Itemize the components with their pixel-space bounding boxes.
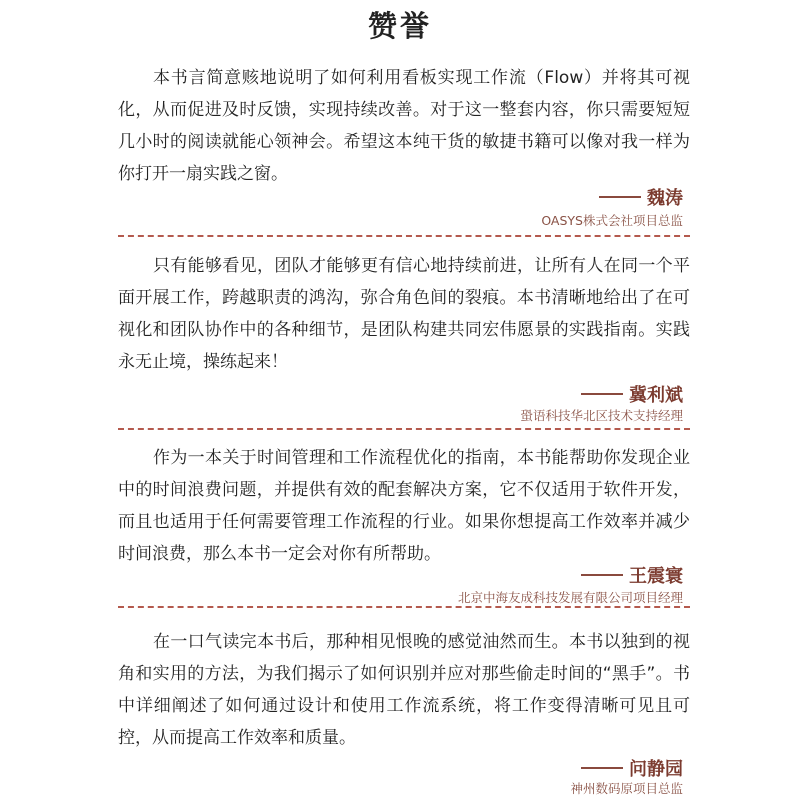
section-divider (118, 235, 690, 237)
author-dash (581, 574, 623, 576)
endorsement-text: 本书言简意赅地说明了如何利用看板实现工作流（Flow）并将其可视化，从而促进及时反馈，实现持续改善。对于这一整套内容，你只需要短短几小时的阅读就能心领神会。希望这本纯干货的敏捷书籍可以像对我一样为你打开一扇实践之窗。 (118, 68, 690, 184)
endorsement-author (599, 184, 683, 210)
endorsement-role: 蛩语科技华北区技术支持经理 (520, 408, 683, 423)
author-dash (581, 767, 623, 769)
section-divider (118, 606, 690, 608)
author-dash (581, 393, 623, 395)
endorsement-author (581, 562, 683, 588)
author-name: 魏涛 (647, 188, 683, 209)
author-name: 王震寰 (629, 566, 683, 587)
endorsement-text: 在一口气读完本书后，那种相见恨晚的感觉油然而生。本书以独到的视角和实用的方法，为我们揭示了如何识别并应对那些偷走时间的“黑手”。书中详细阐述了如何通过设计和使用工作流系统，将工作变得清晰可见且可控，从而提高工作效率和质量。 (118, 632, 690, 748)
endorsement-author (581, 755, 683, 781)
endorsement-author (581, 381, 683, 407)
endorsement-text: 作为一本关于时间管理和工作流程优化的指南，本书能帮助你发现企业中的时间浪费问题，并提供有效的配套解决方案，它不仅适用于软件开发，而且也适用于任何需要管理工作流程的行业。如果你想提高工作效率并减少时间浪费，那么本书一定会对你有所帮助。 (118, 448, 690, 564)
author-dash (599, 196, 641, 198)
author-name: 问静园 (629, 759, 683, 780)
section-divider (118, 428, 690, 430)
page-title: 赞誉 (367, 9, 432, 43)
author-name: 冀利斌 (629, 385, 683, 406)
endorsement-text: 只有能够看见，团队才能够更有信心地持续前进，让所有人在同一个平面开展工作，跨越职责的鸿沟，弥合角色间的裂痕。本书清晰地给出了在可视化和团队协作中的各种细节，是团队构建共同宏伟愿景的实践指南。实践永无止境，操练起来！ (118, 256, 690, 372)
endorsement-role: 神州数码原项目总监 (570, 781, 683, 796)
endorsement-role: 北京中海友成科技发展有限公司项目经理 (457, 590, 683, 605)
endorsement-role: OASYS株式会社项目总监 (541, 213, 683, 228)
